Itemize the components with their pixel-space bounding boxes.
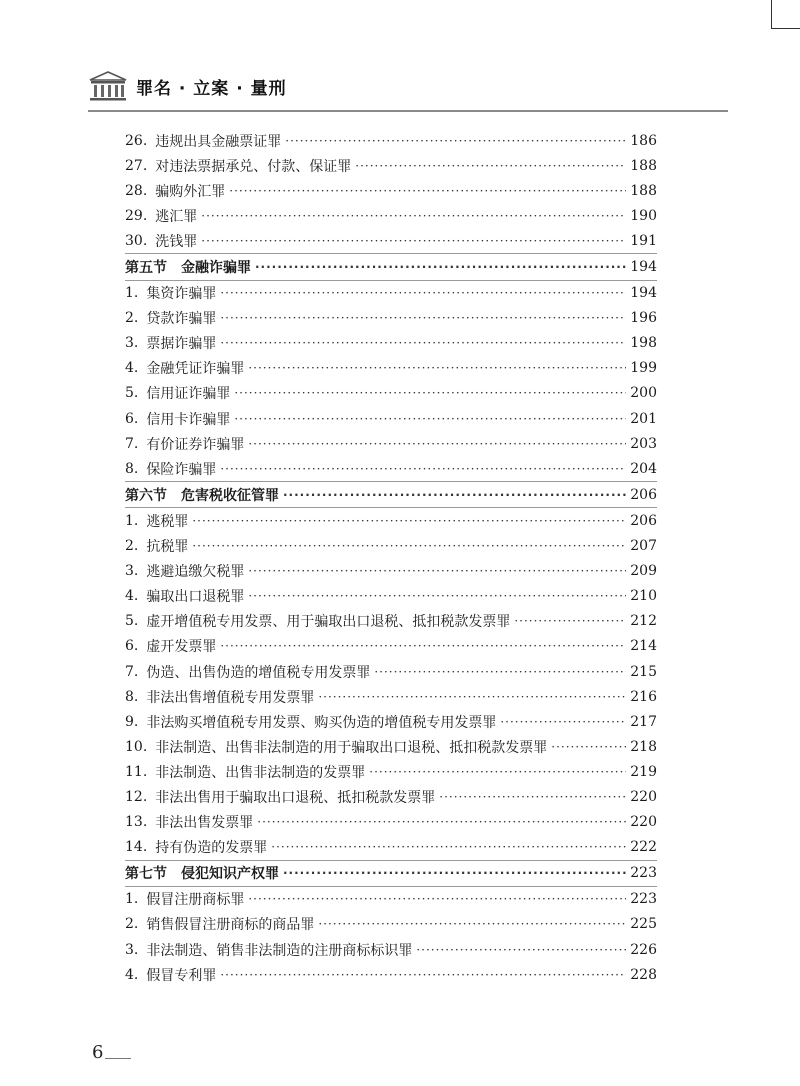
toc-entry-page: 225	[630, 916, 657, 933]
dot-leader	[220, 639, 626, 653]
toc-entry	[125, 634, 657, 659]
toc-entry-number: 第五节	[125, 260, 167, 277]
toc-entry-number: 27.	[125, 157, 148, 174]
toc-entry-page: 218	[630, 738, 657, 755]
toc-entry-page: 209	[630, 563, 657, 580]
dot-leader	[318, 690, 626, 704]
toc-entry-number: 8.	[125, 688, 139, 705]
toc-entry-title: 贷款诈骗罪	[146, 311, 217, 328]
toc-entry-page: 198	[630, 335, 657, 352]
header-title: 罪名 · 立案 · 量刑	[136, 78, 287, 99]
toc-entry-page: 200	[630, 385, 657, 402]
toc-entry-title: 信用卡诈骗罪	[146, 411, 231, 428]
toc-entry-title: 持有伪造的发票罪	[155, 840, 268, 857]
toc-entry	[125, 534, 657, 559]
toc-entry-number: 26.	[125, 132, 148, 149]
toc-entry	[125, 381, 657, 406]
toc-entry-title: 危害税收征管罪	[181, 487, 279, 504]
dot-leader	[257, 815, 626, 829]
toc-entry-page: 188	[630, 157, 657, 174]
toc-entry	[125, 456, 657, 481]
dot-leader	[220, 968, 626, 982]
toc-entry-number: 11.	[125, 763, 148, 780]
table-of-contents	[125, 128, 657, 987]
toc-entry-number: 2.	[125, 310, 139, 327]
pillared-building-icon	[88, 70, 128, 102]
toc-entry-title: 有价证券诈骗罪	[146, 436, 245, 453]
dot-leader	[201, 234, 626, 248]
dot-leader	[234, 386, 626, 400]
toc-entry	[125, 887, 657, 912]
toc-entry-title: 洗钱罪	[155, 233, 198, 250]
dot-leader	[234, 412, 626, 426]
toc-section-heading	[125, 482, 657, 507]
dot-leader	[285, 134, 626, 148]
toc-entry-title: 非法出售发票罪	[155, 815, 254, 832]
toc-entry-page: 207	[630, 538, 657, 555]
toc-entry-title: 票据诈骗罪	[146, 336, 217, 353]
toc-entry	[125, 306, 657, 331]
toc-entry-title: 非法出售用于骗取出口退税、抵扣税款发票罪	[155, 789, 436, 806]
toc-section-heading	[125, 254, 657, 279]
toc-entry	[125, 912, 657, 937]
toc-entry-page: 204	[630, 460, 657, 477]
toc-entry-page: 217	[630, 713, 657, 730]
toc-entry	[125, 835, 657, 860]
toc-entry-page: 196	[630, 310, 657, 327]
dot-leader	[500, 715, 626, 729]
dot-leader	[416, 943, 626, 957]
toc-entry-page: 210	[630, 588, 657, 605]
toc-entry-number: 12.	[125, 788, 148, 805]
toc-entry-title: 金融诈骗罪	[181, 260, 251, 277]
toc-entry-title: 销售假冒注册商标的商品罪	[146, 917, 315, 934]
dot-leader	[374, 665, 626, 679]
toc-entry	[125, 153, 657, 178]
toc-entry-page: 194	[630, 259, 657, 276]
toc-entry-page: 215	[630, 663, 657, 680]
toc-entry-page: 206	[630, 486, 657, 503]
toc-entry-title: 假冒专利罪	[146, 967, 217, 984]
toc-entry-number: 10.	[125, 738, 148, 755]
toc-entry-title: 骗购外汇罪	[155, 183, 226, 200]
dot-leader	[318, 917, 626, 931]
dot-leader	[248, 361, 626, 375]
dot-leader	[192, 539, 626, 553]
toc-entry-page: 199	[630, 360, 657, 377]
dot-leader	[248, 589, 626, 603]
crop-mark	[771, 0, 800, 29]
toc-entry-number: 9.	[125, 713, 139, 730]
toc-entry-page: 191	[630, 232, 657, 249]
toc-entry-title: 抗税罪	[146, 539, 189, 556]
toc-entry-title: 逃避追缴欠税罪	[146, 564, 245, 581]
toc-entry-title: 侵犯知识产权罪	[181, 866, 279, 883]
dot-leader	[248, 892, 626, 906]
toc-entry	[125, 734, 657, 759]
header-rule	[88, 110, 728, 112]
toc-entry-page: 188	[630, 182, 657, 199]
toc-entry-page: 194	[630, 285, 657, 302]
footer-rule	[105, 1058, 131, 1059]
toc-entry-title: 信用证诈骗罪	[146, 386, 231, 403]
toc-entry-number: 1.	[125, 285, 139, 302]
dot-leader	[248, 564, 626, 578]
running-header	[88, 66, 287, 106]
toc-entry-number: 2.	[125, 916, 139, 933]
toc-entry	[125, 128, 657, 153]
dot-leader	[271, 840, 626, 854]
toc-entry-title: 金融凭证诈骗罪	[146, 361, 245, 378]
toc-entry-number: 7.	[125, 663, 139, 680]
dot-leader	[283, 866, 626, 880]
toc-entry-page: 220	[630, 814, 657, 831]
toc-entry-title: 非法制造、出售非法制造的用于骗取出口退税、抵扣税款发票罪	[155, 739, 548, 756]
toc-entry-page: 216	[630, 688, 657, 705]
toc-entry-title: 假冒注册商标罪	[146, 892, 245, 909]
toc-entry-page: 214	[630, 638, 657, 655]
toc-entry-title: 虚开发票罪	[146, 639, 217, 656]
toc-entry	[125, 281, 657, 306]
toc-entry	[125, 356, 657, 381]
dot-leader	[192, 514, 626, 528]
toc-entry-number: 3.	[125, 335, 139, 352]
toc-entry-page: 186	[630, 132, 657, 149]
toc-entry-title: 伪造、出售伪造的增值税专用发票罪	[146, 664, 371, 681]
toc-entry	[125, 609, 657, 634]
toc-entry-page: 222	[630, 839, 657, 856]
toc-entry-number: 4.	[125, 966, 139, 983]
dot-leader	[201, 209, 626, 223]
toc-entry-page: 201	[630, 410, 657, 427]
toc-entry-page: 220	[630, 788, 657, 805]
toc-entry-number: 6.	[125, 638, 139, 655]
toc-entry-number: 第六节	[125, 487, 167, 504]
dot-leader	[369, 765, 626, 779]
toc-entry-title: 非法购买增值税专用发票、购买伪造的增值税专用发票罪	[146, 714, 497, 731]
toc-entry-number: 5.	[125, 385, 139, 402]
toc-entry	[125, 810, 657, 835]
dot-leader	[514, 614, 626, 628]
toc-entry	[125, 508, 657, 533]
toc-entry	[125, 759, 657, 784]
toc-entry	[125, 709, 657, 734]
toc-entry-number: 14.	[125, 839, 148, 856]
toc-entry	[125, 584, 657, 609]
toc-entry-number: 3.	[125, 941, 139, 958]
dot-leader	[220, 336, 626, 350]
toc-entry-page: 226	[630, 941, 657, 958]
toc-entry-number: 3.	[125, 563, 139, 580]
toc-entry-title: 非法出售增值税专用发票罪	[146, 689, 315, 706]
dot-leader	[220, 311, 626, 325]
toc-entry-number: 1.	[125, 891, 139, 908]
toc-entry	[125, 659, 657, 684]
toc-entry-title: 对违法票据承兑、付款、保证罪	[155, 158, 352, 175]
toc-entry	[125, 331, 657, 356]
toc-entry-title: 集资诈骗罪	[146, 286, 217, 303]
toc-entry-number: 6.	[125, 410, 139, 427]
toc-entry-title: 非法制造、出售非法制造的发票罪	[155, 764, 366, 781]
toc-entry-title: 违规出具金融票证罪	[155, 133, 282, 150]
toc-entry-number: 28.	[125, 182, 148, 199]
dot-leader	[283, 488, 626, 502]
toc-entry-number: 7.	[125, 435, 139, 452]
toc-entry	[125, 431, 657, 456]
toc-entry-number: 30.	[125, 232, 148, 249]
toc-entry	[125, 203, 657, 228]
toc-entry-title: 逃汇罪	[155, 208, 198, 225]
toc-entry	[125, 178, 657, 203]
toc-entry-number: 4.	[125, 588, 139, 605]
page-footer	[92, 1042, 131, 1063]
dot-leader	[220, 462, 626, 476]
toc-entry-number: 2.	[125, 538, 139, 555]
toc-entry	[125, 937, 657, 962]
dot-leader	[355, 159, 626, 173]
toc-entry-page: 206	[630, 512, 657, 529]
toc-entry-number: 13.	[125, 814, 148, 831]
dot-leader	[248, 437, 626, 451]
toc-entry-page: 223	[630, 865, 657, 882]
toc-entry	[125, 784, 657, 809]
toc-entry-title: 逃税罪	[146, 513, 189, 530]
toc-entry-page: 219	[630, 763, 657, 780]
dot-leader	[439, 790, 626, 804]
page-number: 6	[92, 1042, 104, 1063]
dot-leader	[551, 740, 626, 754]
toc-entry-number: 29.	[125, 207, 148, 224]
toc-entry-title: 虚开增值税专用发票、用于骗取出口退税、抵扣税款发票罪	[146, 614, 511, 631]
toc-entry-page: 212	[630, 613, 657, 630]
toc-entry	[125, 559, 657, 584]
toc-entry	[125, 406, 657, 431]
toc-entry-number: 5.	[125, 613, 139, 630]
toc-entry-page: 228	[630, 966, 657, 983]
toc-entry-title: 非法制造、销售非法制造的注册商标标识罪	[146, 942, 413, 959]
dot-leader	[229, 184, 626, 198]
toc-entry-number: 1.	[125, 512, 139, 529]
toc-entry-page: 223	[630, 891, 657, 908]
toc-entry	[125, 228, 657, 253]
toc-entry-number: 8.	[125, 460, 139, 477]
toc-entry-title: 骗取出口退税罪	[146, 589, 245, 606]
dot-leader	[255, 260, 626, 274]
toc-entry-page: 190	[630, 207, 657, 224]
toc-section-heading	[125, 861, 657, 886]
toc-entry-number: 4.	[125, 360, 139, 377]
toc-entry	[125, 962, 657, 987]
toc-entry-number: 第七节	[125, 866, 167, 883]
dot-leader	[220, 286, 626, 300]
toc-entry-title: 保险诈骗罪	[146, 461, 217, 478]
toc-entry	[125, 684, 657, 709]
toc-entry-page: 203	[630, 435, 657, 452]
